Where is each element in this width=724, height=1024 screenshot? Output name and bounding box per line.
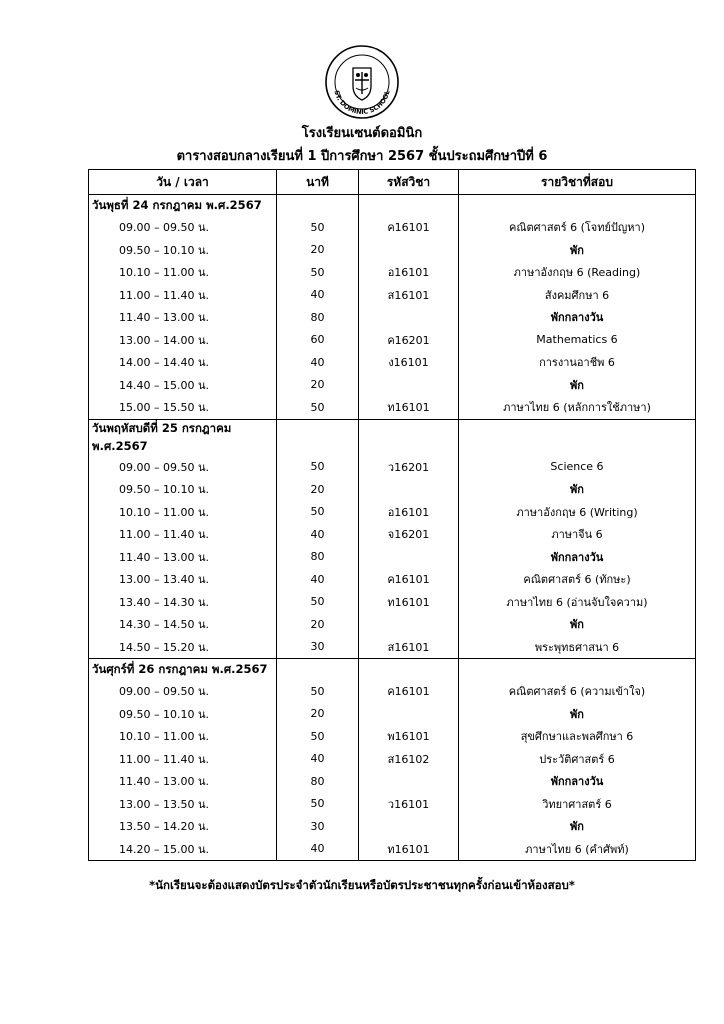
time-cell: 09.00 – 09.50 น. xyxy=(89,456,277,479)
time-cell: 09.00 – 09.50 น. xyxy=(89,216,277,239)
day-label: วันพฤหัสบดีที่ 25 กรกฎาคม พ.ศ.2567 xyxy=(89,419,277,456)
subject-code-cell xyxy=(359,478,459,501)
table-row xyxy=(89,636,696,659)
time-cell: 09.00 – 09.50 น. xyxy=(89,680,277,703)
subject-cell: ภาษาอังกฤษ 6 (Reading) xyxy=(459,261,696,284)
table-row xyxy=(89,591,696,614)
table-row xyxy=(89,396,696,419)
subject-cell: Mathematics 6 xyxy=(459,329,696,352)
minutes-cell: 20 xyxy=(277,703,359,726)
exam-schedule-title: ตารางสอบกลางเรียนที่ 1 ปีการศึกษา 2567 ชั้นประถมศึกษาปีที่ 6 xyxy=(176,149,548,164)
time-cell: 13.00 – 14.00 น. xyxy=(89,329,277,352)
subject-code-cell: อ16101 xyxy=(359,261,459,284)
subject-code-cell xyxy=(359,703,459,726)
column-header-day-time: วัน / เวลา xyxy=(89,170,277,195)
subject-cell: ภาษาไทย 6 (คำศัพท์) xyxy=(459,838,696,861)
subject-cell: คณิตศาสตร์ 6 (ความเข้าใจ) xyxy=(459,680,696,703)
time-cell: 09.50 – 10.10 น. xyxy=(89,478,277,501)
subject-code-cell xyxy=(359,239,459,262)
column-header-minutes: นาที xyxy=(277,170,359,195)
time-cell: 14.20 – 15.00 น. xyxy=(89,838,277,861)
minutes-cell: 40 xyxy=(277,284,359,307)
subject-cell: พักกลางวัน xyxy=(459,546,696,569)
minutes-cell: 50 xyxy=(277,216,359,239)
subject-code-cell: ท16101 xyxy=(359,396,459,419)
school-logo xyxy=(322,42,402,122)
empty-cell xyxy=(359,195,459,217)
column-header-code: รหัสวิชา xyxy=(359,170,459,195)
minutes-cell: 80 xyxy=(277,770,359,793)
subject-cell: คณิตศาสตร์ 6 (โจทย์ปัญหา) xyxy=(459,216,696,239)
table-row xyxy=(89,838,696,861)
day-header-row xyxy=(89,195,696,217)
minutes-cell: 20 xyxy=(277,478,359,501)
table-row xyxy=(89,456,696,479)
minutes-cell: 40 xyxy=(277,838,359,861)
table-row xyxy=(89,478,696,501)
subject-code-cell: ว16201 xyxy=(359,456,459,479)
subject-code-cell: ท16101 xyxy=(359,591,459,614)
minutes-cell: 20 xyxy=(277,374,359,397)
empty-cell xyxy=(277,195,359,217)
time-cell: 10.10 – 11.00 น. xyxy=(89,261,277,284)
table-row xyxy=(89,216,696,239)
subject-code-cell: ท16101 xyxy=(359,838,459,861)
table-row xyxy=(89,770,696,793)
subject-cell: พัก xyxy=(459,374,696,397)
column-header-subject: รายวิชาที่สอบ xyxy=(459,170,696,195)
table-row xyxy=(89,725,696,748)
time-cell: 09.50 – 10.10 น. xyxy=(89,703,277,726)
empty-cell xyxy=(277,419,359,456)
subject-code-cell xyxy=(359,546,459,569)
empty-cell xyxy=(277,659,359,681)
time-cell: 13.00 – 13.40 น. xyxy=(89,568,277,591)
minutes-cell: 50 xyxy=(277,261,359,284)
subject-code-cell: ค16101 xyxy=(359,568,459,591)
minutes-cell: 50 xyxy=(277,396,359,419)
minutes-cell: 80 xyxy=(277,546,359,569)
subject-cell: พัก xyxy=(459,703,696,726)
day-label: วันศุกร์ที่ 26 กรกฎาคม พ.ศ.2567 xyxy=(89,659,277,681)
minutes-cell: 30 xyxy=(277,815,359,838)
time-cell: 13.00 – 13.50 น. xyxy=(89,793,277,816)
table-row xyxy=(89,239,696,262)
subject-cell: ประวัติศาสตร์ 6 xyxy=(459,748,696,771)
subject-code-cell xyxy=(359,306,459,329)
subject-cell: ภาษาจีน 6 xyxy=(459,523,696,546)
subject-code-cell: ค16201 xyxy=(359,329,459,352)
day-header-row xyxy=(89,419,696,456)
subject-cell: ภาษาไทย 6 (อ่านจับใจความ) xyxy=(459,591,696,614)
subject-code-cell: จ16201 xyxy=(359,523,459,546)
schedule-body xyxy=(89,195,696,861)
empty-cell xyxy=(359,659,459,681)
subject-code-cell: ส16101 xyxy=(359,284,459,307)
day-label: วันพุธที่ 24 กรกฎาคม พ.ศ.2567 xyxy=(89,195,277,217)
subject-code-cell: ส16101 xyxy=(359,636,459,659)
time-cell: 13.50 – 14.20 น. xyxy=(89,815,277,838)
subject-cell: วิทยาศาสตร์ 6 xyxy=(459,793,696,816)
time-cell: 11.00 – 11.40 น. xyxy=(89,523,277,546)
time-cell: 11.40 – 13.00 น. xyxy=(89,546,277,569)
subject-code-cell: ส16102 xyxy=(359,748,459,771)
empty-cell xyxy=(359,419,459,456)
subject-cell: สุขศึกษาและพลศึกษา 6 xyxy=(459,725,696,748)
table-row xyxy=(89,815,696,838)
table-row xyxy=(89,351,696,374)
minutes-cell: 40 xyxy=(277,748,359,771)
table-row xyxy=(89,680,696,703)
minutes-cell: 50 xyxy=(277,680,359,703)
time-cell: 14.00 – 14.40 น. xyxy=(89,351,277,374)
minutes-cell: 80 xyxy=(277,306,359,329)
minutes-cell: 50 xyxy=(277,591,359,614)
minutes-cell: 40 xyxy=(277,351,359,374)
table-row xyxy=(89,613,696,636)
table-row xyxy=(89,261,696,284)
subject-cell: Science 6 xyxy=(459,456,696,479)
subject-code-cell: อ16101 xyxy=(359,501,459,524)
subject-code-cell xyxy=(359,613,459,636)
time-cell: 15.00 – 15.50 น. xyxy=(89,396,277,419)
exam-schedule-table xyxy=(88,169,696,861)
time-cell: 14.30 – 14.50 น. xyxy=(89,613,277,636)
table-row xyxy=(89,284,696,307)
table-row xyxy=(89,374,696,397)
subject-cell: การงานอาชีพ 6 xyxy=(459,351,696,374)
time-cell: 10.10 – 11.00 น. xyxy=(89,725,277,748)
minutes-cell: 50 xyxy=(277,501,359,524)
subject-cell: พักกลางวัน xyxy=(459,306,696,329)
table-row xyxy=(89,568,696,591)
empty-cell xyxy=(459,659,696,681)
table-row xyxy=(89,793,696,816)
day-header-row xyxy=(89,659,696,681)
time-cell: 14.50 – 15.20 น. xyxy=(89,636,277,659)
subject-code-cell: ง16101 xyxy=(359,351,459,374)
table-row xyxy=(89,748,696,771)
minutes-cell: 30 xyxy=(277,636,359,659)
subject-code-cell: ค16101 xyxy=(359,216,459,239)
id-card-note: *นักเรียนจะต้องแสดงบัตรประจำตัวนักเรียนหรือบัตรประชาชนทุกครั้งก่อนเข้าห้องสอบ* xyxy=(149,878,575,892)
subject-cell: คณิตศาสตร์ 6 (ทักษะ) xyxy=(459,568,696,591)
school-name: โรงเรียนเซนต์ดอมินิก xyxy=(301,126,423,141)
time-cell: 09.50 – 10.10 น. xyxy=(89,239,277,262)
table-row xyxy=(89,329,696,352)
subject-cell: พัก xyxy=(459,815,696,838)
subject-cell: พัก xyxy=(459,239,696,262)
minutes-cell: 50 xyxy=(277,456,359,479)
subject-code-cell xyxy=(359,815,459,838)
subject-cell: สังคมศึกษา 6 xyxy=(459,284,696,307)
minutes-cell: 40 xyxy=(277,523,359,546)
time-cell: 11.40 – 13.00 น. xyxy=(89,770,277,793)
time-cell: 11.00 – 11.40 น. xyxy=(89,284,277,307)
subject-code-cell xyxy=(359,374,459,397)
subject-cell: พัก xyxy=(459,478,696,501)
subject-code-cell: พ16101 xyxy=(359,725,459,748)
subject-code-cell: ว16101 xyxy=(359,793,459,816)
empty-cell xyxy=(459,419,696,456)
table-row xyxy=(89,501,696,524)
table-row xyxy=(89,306,696,329)
subject-cell: พัก xyxy=(459,613,696,636)
minutes-cell: 50 xyxy=(277,725,359,748)
table-header-row xyxy=(89,170,696,195)
time-cell: 10.10 – 11.00 น. xyxy=(89,501,277,524)
time-cell: 11.40 – 13.00 น. xyxy=(89,306,277,329)
subject-cell: ภาษาอังกฤษ 6 (Writing) xyxy=(459,501,696,524)
table-row xyxy=(89,546,696,569)
empty-cell xyxy=(459,195,696,217)
minutes-cell: 20 xyxy=(277,613,359,636)
time-cell: 11.00 – 11.40 น. xyxy=(89,748,277,771)
subject-code-cell: ค16101 xyxy=(359,680,459,703)
subject-code-cell xyxy=(359,770,459,793)
time-cell: 13.40 – 14.30 น. xyxy=(89,591,277,614)
time-cell: 14.40 – 15.00 น. xyxy=(89,374,277,397)
minutes-cell: 20 xyxy=(277,239,359,262)
minutes-cell: 40 xyxy=(277,568,359,591)
minutes-cell: 50 xyxy=(277,793,359,816)
table-row xyxy=(89,703,696,726)
minutes-cell: 60 xyxy=(277,329,359,352)
subject-cell: ภาษาไทย 6 (หลักการใช้ภาษา) xyxy=(459,396,696,419)
logo-text: ST. DOMINIC SCHOOL xyxy=(332,89,392,117)
subject-cell: พระพุทธศาสนา 6 xyxy=(459,636,696,659)
subject-cell: พักกลางวัน xyxy=(459,770,696,793)
table-row xyxy=(89,523,696,546)
